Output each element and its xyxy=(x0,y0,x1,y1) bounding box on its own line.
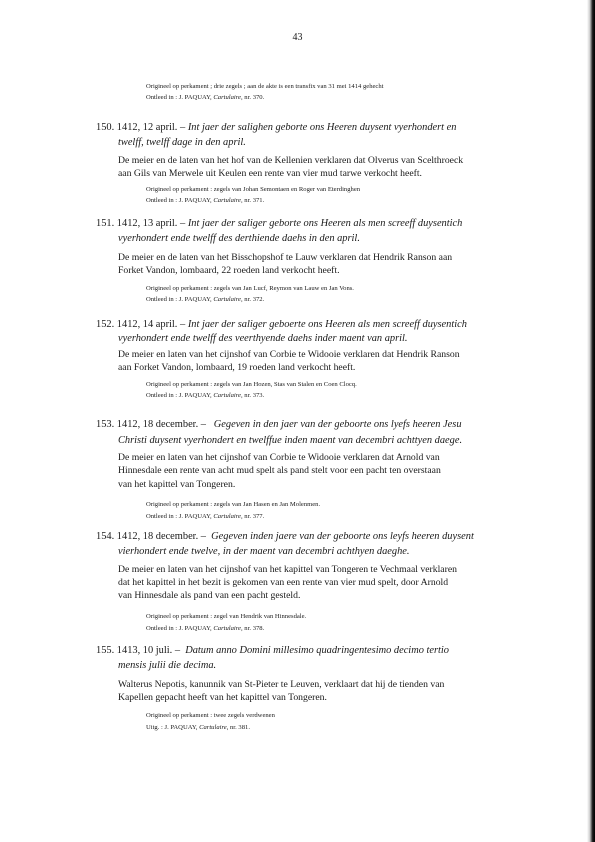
entry-heading-text: Gegeven in den jaer van der geboorte ons lyefs heeren Jesu xyxy=(213,419,462,430)
entry-heading-text: twelff, twelff dage in den april. xyxy=(118,137,246,148)
entry-body-line: Forket Vandon, lombaard, 22 roeden land verkocht heeft. xyxy=(118,265,340,276)
intro-source-line: Origineel op perkament ; drie zegels ; aan de akte is een transfix van 31 mei 1414 gehecht xyxy=(146,83,384,90)
entry-body-line: aan Forket Vandon, lombaard, 19 roeden land verkocht heeft. xyxy=(118,362,356,373)
entry-number: 152. xyxy=(96,319,115,330)
entry-source-line: Origineel op perkament : twee zegels verdwenen xyxy=(146,712,275,719)
entry-body-line: aan Gils van Merwele uit Keulen een rente van vier mud tarwe verkocht heeft. xyxy=(118,168,422,179)
entry-heading-text: vyerhondert ende twelff des derthiende daehs in den april. xyxy=(118,233,360,244)
edition-title: Cartulaire xyxy=(199,724,227,731)
entry-number: 151. xyxy=(96,218,115,229)
entry-heading-text: Gegeven inden jaere van der geboorte ons leyfs heeren duysent xyxy=(211,531,474,542)
entry-body-line: De meier en de laten van het hof van de Kellenien verklaren dat Olverus van Scelthroeck xyxy=(118,155,464,166)
entry-heading-cont xyxy=(118,137,246,148)
entry-heading xyxy=(96,419,462,430)
edition-ref: , nr. 381. xyxy=(226,724,250,731)
edition-label: Ontleed in : J. PAQUAY, xyxy=(146,513,212,520)
entry-heading xyxy=(96,645,449,656)
edition-ref: , nr. 373. xyxy=(240,392,265,399)
edition-label: Ontleed in : J. PAQUAY, xyxy=(146,94,212,101)
entry-date: 1413, 10 juli. – xyxy=(116,645,181,656)
entry-edition-line xyxy=(146,625,264,632)
entry-number: 155. xyxy=(96,645,115,656)
edition-ref: , nr. 377. xyxy=(240,513,265,520)
edition-title: Cartulaire xyxy=(213,625,241,632)
edition-title: Cartulaire xyxy=(213,513,241,520)
edition-label: Ontleed in : J. PAQUAY, xyxy=(146,296,212,303)
entry-body-line: De meier en de laten van het Bisschopshof te Lauw verklaren dat Hendrik Ranson aan xyxy=(118,252,453,263)
entry-edition-line xyxy=(146,513,264,520)
entry-heading-cont xyxy=(118,233,360,244)
entry-heading-text: vierhondert ende twelve, in der maent van decembri achthyen daeghe. xyxy=(118,546,410,557)
intro-edition-line xyxy=(146,94,264,101)
entry-body-line: De meier en laten van het cijnshof van Corbie te Widooie verklaren dat Arnold van xyxy=(118,452,440,463)
entry-date: 1412, 18 december. – xyxy=(116,419,206,430)
page-number: 43 xyxy=(292,32,303,43)
entry-source-line: Origineel op perkament : zegels van Johan Semontaen en Roger van Eterdinghen xyxy=(146,186,361,193)
entry-body-line: van Hinnesdale als pand van een pacht gesteld. xyxy=(118,590,301,601)
scan-edge-shadow xyxy=(587,0,595,842)
entry-heading-text: Int jaer der salighen geborte ons Heeren duysent vyerhondert en xyxy=(187,122,457,133)
entry-source-line: Origineel op perkament : zegels van Jan Hozen, Stas van Stalen en Coen Clocq. xyxy=(146,381,357,388)
entry-heading-text: mensis julii die decima. xyxy=(118,660,217,671)
entry-heading-text: Int jaer der saliger geborte ons Heeren als men screeff duysentich xyxy=(187,218,463,229)
entry-date: 1412, 14 april. – xyxy=(116,319,186,330)
edition-title: Cartulaire xyxy=(213,197,241,204)
entry-heading xyxy=(96,531,474,542)
entry-heading xyxy=(96,218,462,229)
entry-heading-cont xyxy=(118,546,410,557)
entry-heading-cont xyxy=(118,333,408,344)
edition-ref: , nr. 370. xyxy=(240,94,265,101)
entry-body-line: Walterus Nepotis, kanunnik van St-Pieter te Leuven, verklaart dat hij de tienden van xyxy=(118,679,445,690)
edition-label: Ontleed in : J. PAQUAY, xyxy=(146,197,212,204)
edition-ref: , nr. 372. xyxy=(240,296,265,303)
entry-heading-text: Christi duysent vyerhondert en twelffue inden maent van decembri achttyen daege. xyxy=(118,435,463,446)
entry-date: 1412, 13 april. – xyxy=(116,218,186,229)
entry-date: 1412, 12 april. – xyxy=(116,122,186,133)
entry-body-line: De meier en laten van het cijnshof van het kapittel van Tongeren te Vechmaal verklaren xyxy=(118,564,457,575)
edition-label: Ontleed in : J. PAQUAY, xyxy=(146,392,212,399)
edition-title: Cartulaire xyxy=(213,296,241,303)
edition-ref: , nr. 378. xyxy=(240,625,265,632)
entry-heading-cont xyxy=(118,435,462,446)
edition-label: Uitg. : J. PAQUAY, xyxy=(146,724,198,731)
entry-number: 150. xyxy=(96,122,115,133)
entry-source-line: Origineel op perkament : zegels van Jan Lucf, Reymon van Lauw en Jan Vons. xyxy=(146,285,354,292)
edition-ref: , nr. 371. xyxy=(240,197,265,204)
entry-body-line: van het kapittel van Tongeren. xyxy=(118,479,236,490)
entry-body-line: De meier en laten van het cijnshof van Corbie te Widooie verklaren dat Hendrik Ranson xyxy=(118,349,460,360)
entry-body-line: Hinnesdale een rente van acht mud spelt als pand stelt voor een pacht ten overstaan xyxy=(118,465,441,476)
entry-edition-line xyxy=(146,724,250,731)
entry-source-line: Origineel op perkament : zegels van Jan Hasen en Jan Molenmen. xyxy=(146,501,321,508)
entry-edition-line xyxy=(146,392,264,399)
entry-heading xyxy=(96,122,456,133)
entry-body-line: Kapellen gepacht heeft van het kapittel van Tongeren. xyxy=(118,692,327,703)
entry-date: 1412, 18 december. – xyxy=(116,531,206,542)
entry-heading-text: Int jaer der saliger geboerte ons Heeren als men screeff duysentich xyxy=(187,319,467,330)
entry-heading-text: vyerhondert ende twelff des veerthyende daehs inder maent van april. xyxy=(118,333,408,344)
entry-source-line: Origineel op perkament : zegel van Hendrik van Hinnesdale. xyxy=(146,613,307,620)
edition-title: Cartulaire xyxy=(213,94,241,101)
entry-edition-line xyxy=(146,296,264,303)
entry-heading-cont xyxy=(118,660,216,671)
entry-heading-text: Datum anno Domini millesimo quadringentesimo decimo tertio xyxy=(185,645,450,656)
entry-heading xyxy=(96,319,467,330)
entry-number: 153. xyxy=(96,419,115,430)
entry-edition-line xyxy=(146,197,264,204)
entry-body-line: dat het kapittel in het bezit is gekomen van een rente van vier mud spelt, door Arnold xyxy=(118,577,449,588)
edition-label: Ontleed in : J. PAQUAY, xyxy=(146,625,212,632)
edition-title: Cartulaire xyxy=(213,392,241,399)
entry-number: 154. xyxy=(96,531,115,542)
